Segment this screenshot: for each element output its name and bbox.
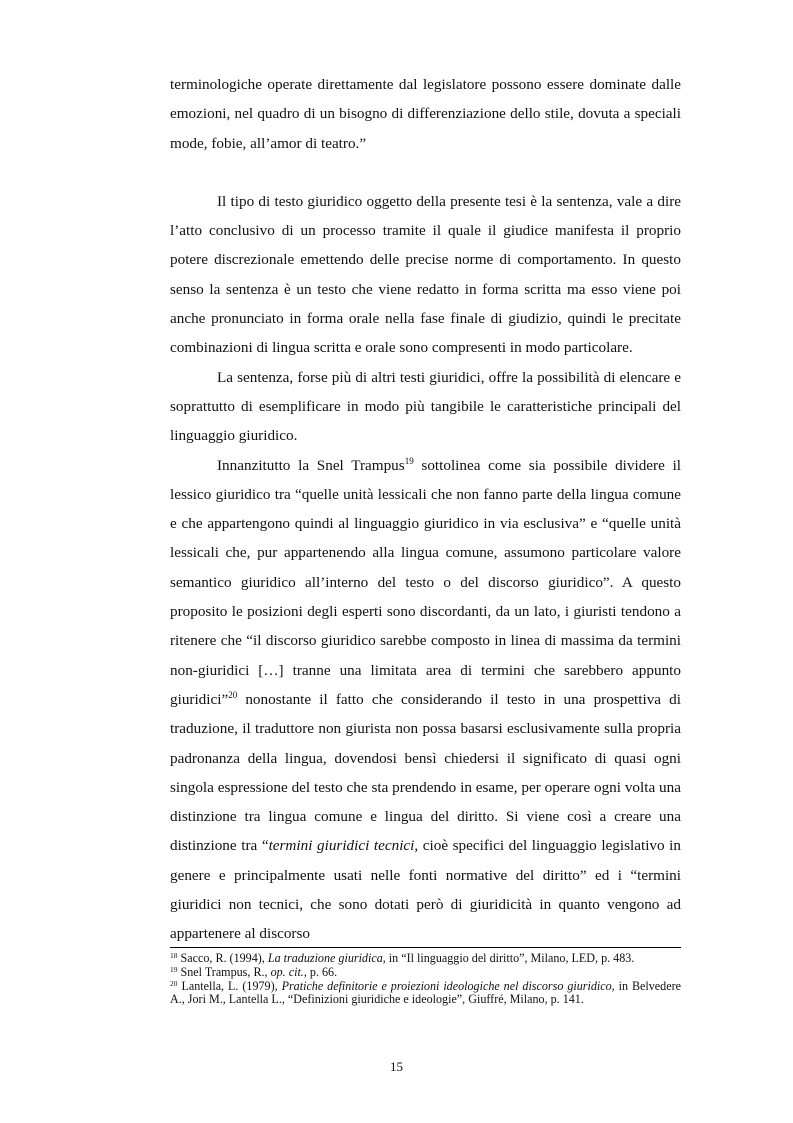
footnote-18 [170,952,681,966]
paragraph-sentenza-examples: La sentenza, forse più di altri testi giuridici, offre la possibilità di elencare e soprattutto di esemplificare in modo più tangibile le caratteristiche principali del linguaggio giuridico. [170,368,681,445]
footnote-number: 18 [170,951,178,960]
page-number: 15 [390,1059,403,1074]
paragraph-gap [170,158,681,187]
footnote-ref-20: 20 [228,689,238,700]
footnote-text: Snel Trampus, R., [177,964,271,979]
footnote-number: 19 [170,964,178,974]
footnote-text: in “Il linguaggio del diritto”, Milano, LED, p. 483. [385,951,635,965]
paragraph-sentenza-definition: Il tipo di testo giuridico oggetto della presente tesi è la sentenza, vale a dire l’atto conclusivo di un processo tramite il quale il giudice manifesta il proprio potere discrezionale emettendo delle precise norme di comportamento. In questo senso la sentenza è un testo che viene redatto in forma scritta ma esso viene poi anche pronunciato in forma orale nella fase finale di giudizio, quindi le precitate combinazioni di lingua scritta e orale sono compresenti in modo particolare. [170,192,681,357]
text-segment: Innanzitutto la Snel Trampus [217,456,405,474]
paragraph-continuation: terminologiche operate direttamente dal legislatore possono essere dominate dalle emozioni, nel quadro di un bisogno di differenziazione dello stile, dovuta a speciali mode, fobie, all’amor di teatro.” [170,76,681,152]
footnote-number: 20 [170,978,178,988]
footnote-text: Lantella, L. (1979), [177,978,282,993]
footnote-text: in Belvedere A., Jori M., Lantella L., “Definizioni giuridiche e ideologie”, Giuffré, Milano, p. 141. [170,978,681,1007]
footnote-text: Sacco, R. (1994), [177,951,268,965]
footnote-title: Pratiche definitorie e proiezioni ideologiche nel discorso giuridico, [281,978,615,993]
footnote-title: La traduzione giuridica, [267,951,386,965]
footnote-text: , p. 66. [303,964,338,979]
text-segment: sottolinea come sia possibile dividere il lessico giuridico tra “quelle unità lessicali che non fanno parte della lingua comune e che appartengono quindi al linguaggio giuridico in via esclusiva” e “quelle unità lessicali che, pur appartenendo alla lingua comune, assumono particolare valore semantico giuridico all’interno del testo o del discorso giuridico”. A questo proposito le posizioni degli esperti sono discordanti, da un lato, i giuristi tendono a ritenere che “il discorso giuridico sarebbe composto in linea di massima da termini non-giuridici […] tranne una limitata area di termini che sarebbero appunto giuridici” [170,456,682,708]
text-segment: nonostante il fatto che considerando il testo in una prospettiva di traduzione, il traduttore non giurista non possa basarsi esclusivamente sulla propria padronanza della lingua, dovendosi bensì chiedersi il significato di quasi ogni singola espressione del testo che sta prendendo in esame, per operare ogni volta una distinzione tra lingua comune e lingua del diritto. Si viene così a creare una distinzione tra “ [170,690,681,855]
text-segment: , cioè specifici del linguaggio legislativo in genere e principalmente usati nelle fonti normative del diritto” ed i “termini giuridici non tecnici, che sono dotati però di giuridicità in quanto vengono ad appartenere al discorso [170,837,681,943]
footnote-20 [170,980,681,1008]
emphasis-term: termini giuridici tecnici [268,837,415,855]
main-text [170,70,681,949]
footnote-divider [170,947,681,948]
footnote-title: op. cit. [270,964,304,979]
footnote-ref-19: 19 [404,455,414,466]
footnote-19 [170,966,681,980]
footnotes [170,952,681,1007]
paragraph-lexicon [170,451,681,949]
